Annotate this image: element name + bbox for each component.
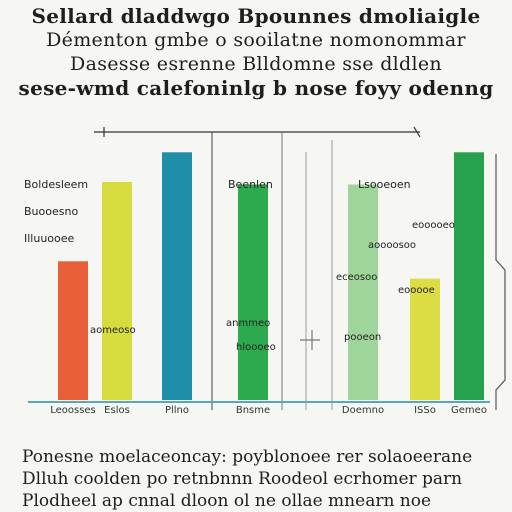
bar-right-1 (348, 184, 378, 400)
x-tick-label-middle-1: Bnsme (235, 405, 271, 416)
x-tick-label-left-2: Eslos (104, 405, 130, 416)
right-bracket (496, 154, 505, 410)
bar-left-2 (102, 182, 132, 400)
x-tick-label-right-3: Gemeo (451, 405, 487, 416)
title-line-2: Démenton gmbe o sooilatne nomonommar (46, 29, 466, 51)
annotation-right-5: pooeon (344, 332, 382, 343)
caption-line-1: Ponesne moelaceoncay: poyblonoee rer solaoeerane (22, 447, 473, 467)
title-line-1: Sellard dladdwgo Bpounnes dmoliaigle (31, 4, 481, 28)
x-tick-label-left-3: Pllno (164, 405, 190, 416)
legend-entry-left-1: Boldesleem (24, 178, 89, 191)
chart-title (0, 4, 512, 100)
annotation-middle-1: anmmeo (226, 318, 271, 329)
annotation-left-1: aomeoso (90, 325, 136, 336)
bar-right-3 (454, 152, 484, 400)
bar-middle-1 (238, 184, 268, 400)
x-tick-label-right-2: ISSo (414, 405, 436, 416)
legend-entry-left-2: Buooesno (24, 205, 79, 218)
title-line-3: Dasesse esrenne Blldomne sse dldlen (70, 53, 442, 75)
bar-chart (0, 118, 512, 428)
legend-entry-left-3: Illuuooee (24, 232, 75, 245)
legend-entry-middle-1: Beenlen (228, 178, 273, 191)
x-tick-label-right-1: Doemno (341, 405, 385, 416)
caption-line-3: Plodheel ap cnnal dloon ol ne ollae mnearn noe (22, 491, 432, 511)
annotation-right-1: eooooeo (412, 220, 455, 231)
caption-line-2: Dlluh coolden po retnbnnn Roodeol ecrhomer parn (22, 469, 463, 489)
bar-left-3 (162, 152, 192, 400)
figure-caption (22, 446, 502, 512)
bar-right-2 (410, 279, 440, 400)
bar-left-1 (58, 261, 88, 400)
x-tick-label-left-1: Leoosses (50, 405, 96, 416)
annotation-right-3: eceosoo (336, 272, 378, 283)
legend-entry-right-1: Lsooeoen (358, 178, 411, 191)
title-line-4: sese-wmd calefoninlg b nose foyy odenng (18, 76, 494, 100)
annotation-middle-2: hloooeo (236, 342, 276, 353)
annotation-right-4: eooooe (398, 285, 435, 296)
annotation-right-2: aoooosoo (368, 240, 417, 251)
